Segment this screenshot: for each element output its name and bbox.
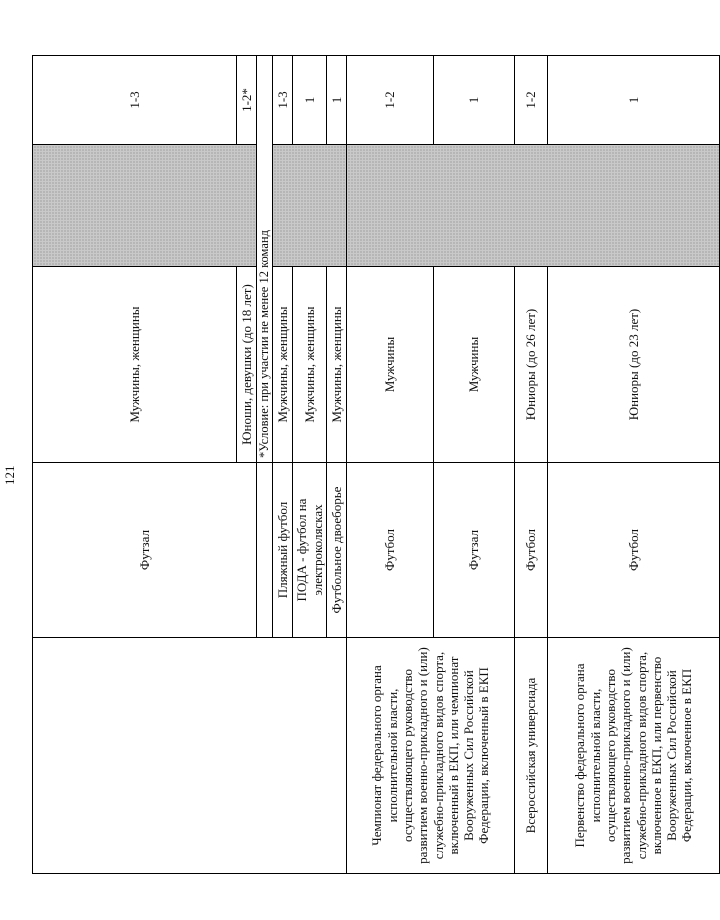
sport-cell: Футзал <box>434 463 515 638</box>
shaded-cell <box>273 145 347 267</box>
competition-cell <box>33 638 347 874</box>
category-cell: Юниоры (до 23 лет) <box>548 267 720 463</box>
table-row <box>347 56 434 874</box>
page-number: 121 <box>2 465 17 485</box>
category-cell: Мужчины, женщины <box>293 267 327 463</box>
category-cell: Мужчины, женщины <box>327 267 347 463</box>
sports-table <box>32 55 720 874</box>
place-cell: 1 <box>327 56 347 145</box>
category-cell: Юноши, девушки (до 18 лет) <box>237 267 257 463</box>
sport-cell: Футбол <box>347 463 434 638</box>
rotated-page-content <box>0 50 695 880</box>
sport-cell: Футзал <box>33 463 257 638</box>
place-cell: 1-2 <box>347 56 434 145</box>
category-cell: Мужчины, женщины <box>273 267 293 463</box>
sport-cell: Пляжный футбол <box>273 463 293 638</box>
sport-cell <box>257 463 273 638</box>
sport-cell: Футбол <box>548 463 720 638</box>
competition-cell: Чемпионат федерального органа исполнительной власти, осуществляющего руководство развитием военно-прикладного и (или) служебно-прикладного видов спорта, включенный в ЕКП, или чемпионат Вооруженных Сил Российской Федерации, включенный в ЕКП <box>347 638 515 874</box>
condition-note: *Условие: при участии не менее 12 команд <box>257 56 273 463</box>
place-cell: 1-3 <box>273 56 293 145</box>
competition-cell: Всероссийская универсиада <box>515 638 548 874</box>
place-cell: 1-2 <box>515 56 548 145</box>
sport-cell: Футбольное двоеборье <box>327 463 347 638</box>
place-cell: 1-3 <box>33 56 237 145</box>
category-cell: Мужчины <box>347 267 434 463</box>
shaded-cell <box>347 145 720 267</box>
shaded-cell <box>33 145 257 267</box>
place-cell: 1 <box>293 56 327 145</box>
sport-cell: ПОДА - футбол на электроколясках <box>293 463 327 638</box>
category-cell: Мужчины, женщины <box>33 267 237 463</box>
category-cell: Юниоры (до 26 лет) <box>515 267 548 463</box>
table-row <box>33 56 237 874</box>
category-cell: Мужчины <box>434 267 515 463</box>
place-cell: 1-2* <box>237 56 257 145</box>
sport-cell: Футбол <box>515 463 548 638</box>
place-cell: 1 <box>434 56 515 145</box>
competition-cell: Первенство федерального органа исполнительной власти, осуществляющего руководство развитием военно-прикладного и (или) служебно-прикладного видов спорта, включенное в ЕКП, или первенство Вооруженных Сил Российской Федерации, включенное в ЕКП <box>548 638 720 874</box>
place-cell: 1 <box>548 56 720 145</box>
